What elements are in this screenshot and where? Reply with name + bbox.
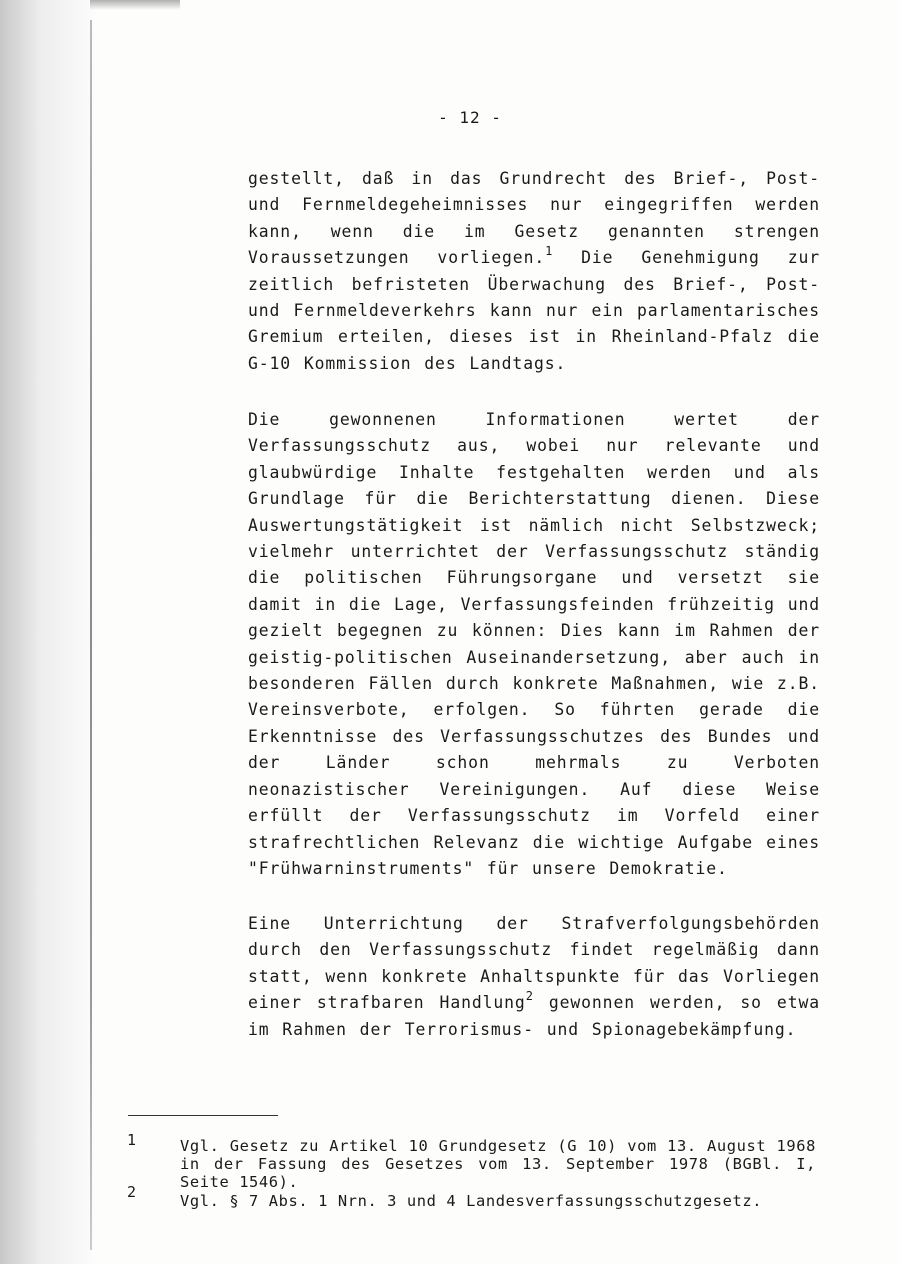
footnote-text-2: Vgl. § 7 Abs. 1 Nrn. 3 und 4 Landesverfassungsschutzgesetz. bbox=[180, 1192, 763, 1210]
footnote-ref-2: 2 bbox=[525, 989, 534, 1004]
binding-shadow-line bbox=[90, 20, 92, 1250]
paragraph-1-text-b: Die Genehmigung zur zeitlich befristeten Überwachung des Brief-, Post- und Fernmeldeverkehrs kann nur ein parlamentarisches Gremium erteilen, dieses ist in Rheinland-Pfalz die G-10 Kommission des Landtags. bbox=[248, 248, 820, 373]
footnote-number-1: 1 bbox=[127, 1131, 137, 1149]
paragraph-1 bbox=[248, 166, 820, 377]
paragraph-3 bbox=[248, 911, 820, 1043]
footnote-number-2: 2 bbox=[127, 1183, 137, 1201]
footnote-ref-1: 1 bbox=[545, 244, 554, 259]
paragraph-3-text-b: gewonnen werden, so etwa im Rahmen der Terrorismus- und Spionagebekämpfung. bbox=[248, 993, 821, 1039]
paragraph-2: Die gewonnenen Informationen wertet der Verfassungsschutz aus, wobei nur relevante und glaubwürdige Inhalte festgehalten werden und als Grundlage für die Berichterstattung dienen. Diese Auswertungstätigkeit ist nämlich nicht Selbstzweck; vielmehr unterrichtet der Verfassungsschutz ständig die politischen Führungsorgane und versetzt sie damit in die Lage, Verfassungsfeinden frühzeitig und gezielt begegnen zu können: Dies kann im Rahmen der geistig-politischen Auseinandersetzung, aber auch in besonderen Fällen durch konkrete Maßnahmen, wie z.B. Vereinsverbote, erfolgen. So führten gerade die Erkenntnisse des Verfassungsschutzes des Bundes und der Länder schon mehrmals zu Verboten neonazistischer Vereinigungen. Auf diese Weise erfüllt der Verfassungsschutz im Vorfeld einer strafrechtlichen Relevanz die wichtige Aufgabe eines "Frühwarninstruments" für unsere Demokratie. bbox=[248, 410, 820, 878]
top-edge-shadow bbox=[90, 0, 180, 10]
page-number: - 12 - bbox=[438, 108, 502, 127]
paragraph-1-text-a: gestellt, daß in das Grundrecht des Brief-, Post- und Fernmeldegeheimnisses nur eingegriffen werden kann, wenn die im Gesetz genannten strengen Voraussetzungen vorliegen. bbox=[248, 169, 820, 268]
footnote-text-1: Vgl. Gesetz zu Artikel 10 Grundgesetz (G 10) vom 13. August 1968 in der Fassung des Gesetzes vom 13. September 1978 (BGBl. I, Seite 1546). bbox=[180, 1137, 816, 1191]
binding-edge bbox=[0, 0, 96, 1264]
footnote-separator bbox=[128, 1115, 278, 1116]
paragraph-3-text-a: Eine Unterrichtung der Strafverfolgungsbehörden durch den Verfassungsschutz findet regelmäßig dann statt, wenn konkrete Anhaltspunkte für das Vorliegen einer strafbaren Handlung bbox=[248, 914, 820, 1013]
